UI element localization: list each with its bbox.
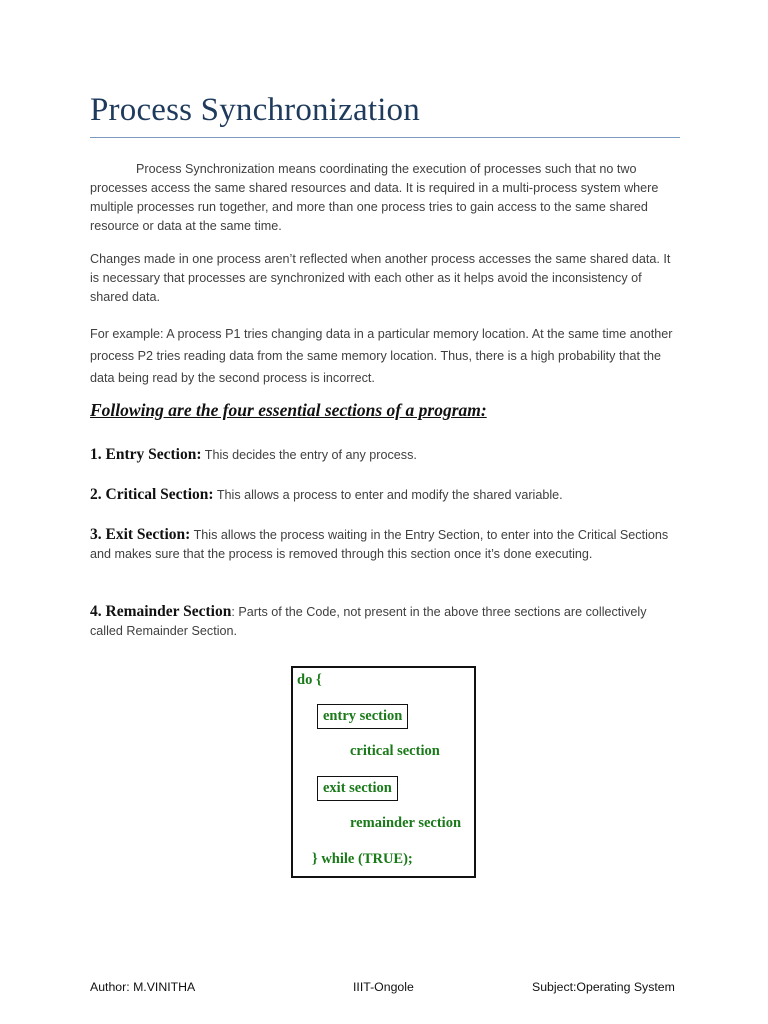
page-title: Process Synchronization — [90, 92, 420, 128]
exit-section-label: 3. Exit Section: — [90, 526, 191, 543]
entry-section-text: This decides the entry of any process. — [201, 448, 417, 462]
footer-institute: IIIT-Ongole — [353, 980, 414, 994]
entry-section-label: 1. Entry Section: — [90, 446, 202, 463]
remainder-section-text: : Parts of the Code, not present in the above three sections are collectively called Remainder Section. — [90, 605, 647, 638]
changes-paragraph: Changes made in one process aren’t reflected when another process accesses the same shared data. It is necessary that processes are synchronized with each other as it helps avoid the inconsistency of shared data. — [90, 252, 671, 304]
code-exit-section: exit section — [317, 776, 398, 801]
code-critical-section: critical section — [350, 743, 440, 759]
title-divider — [90, 137, 680, 138]
intro-paragraph: Process Synchronization means coordinating the execution of processes such that no two processes access the same shared resources and data. It is required in a multi-process system where multiple processes run together, and more than one process tries to gain access to the same shared resource or data at the same time. — [90, 162, 659, 233]
entry-section-item — [90, 445, 680, 465]
exit-section-item — [90, 525, 680, 564]
code-while-line: } while (TRUE); — [312, 851, 413, 867]
critical-section-label: 2. Critical Section: — [90, 486, 214, 503]
code-entry-section: entry section — [317, 704, 408, 729]
remainder-section-label: 4. Remainder Section — [90, 603, 232, 620]
exit-section-text: This allows the process waiting in the Entry Section, to enter into the Critical Sections and makes sure that the process is removed through this section once it’s done executing. — [90, 528, 669, 561]
critical-section-item — [90, 485, 680, 505]
code-diagram-box — [291, 666, 476, 878]
code-do-line: do { — [297, 672, 322, 688]
remainder-section-item — [90, 602, 680, 641]
example-paragraph: For example: A process P1 tries changing data in a particular memory location. At the same time another process P2 tries reading data from the same memory location. Thus, there is a high probability that the data being read by the second process is incorrect. — [90, 327, 673, 385]
footer-subject: Subject:Operating System — [532, 980, 675, 994]
footer-author: Author: M.VINITHA — [90, 980, 196, 994]
sections-heading: Following are the four essential sections of a program: — [90, 400, 487, 420]
critical-section-text: This allows a process to enter and modify the shared variable. — [213, 488, 563, 502]
code-remainder-section: remainder section — [350, 815, 462, 831]
